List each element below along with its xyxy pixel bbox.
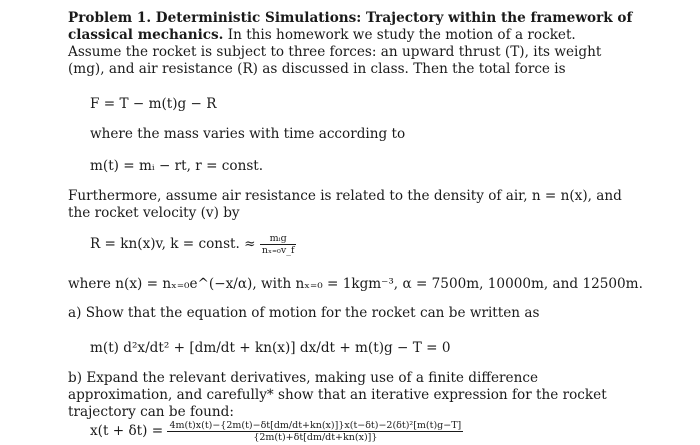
resistance-lhs: R = kn(x)v, k = const. ≈ xyxy=(90,236,256,252)
part-b-text: b) Expand the relevant derivatives, making use of a finite difference approximation, and carefully* show that an iterative expression for the rocket trajectory can be found: xyxy=(68,370,607,420)
part-a-text: a) Show that the equation of motion for the rocket can be written as xyxy=(68,305,540,321)
resistance-numerator: mᵢg xyxy=(260,233,297,245)
mass-intro-text: where the mass varies with time according to xyxy=(90,126,406,142)
resistance-equation xyxy=(90,233,296,256)
iterative-expression xyxy=(90,420,463,443)
density-definition: where n(x) = nₓ₌₀e^(−x/α), with nₓ₌₀ = 1kgm⁻³, α = 7500m, 10000m, and 12500m. xyxy=(68,276,643,292)
iterative-numerator: 4m(t)x(t)−{2m(t)−δt[dm/dt+kn(x)]}x(t−δt)−2(δt)²[m(t)g−T] xyxy=(169,420,462,431)
problem-intro-text: In this homework we study the motion of a rocket. Assume the rocket is subject to three forces: an upward thrust (T), its weight (mg), and air resistance (R) as discussed in class. Then the total force is xyxy=(68,27,602,77)
iterative-denominator: {2m(t)+δt[dm/dt+kn(x)]} xyxy=(253,432,378,443)
mass-equation: m(t) = mᵢ − rt, r = const. xyxy=(90,158,264,174)
resistance-denominator: nₓ₌₀v_f xyxy=(261,245,295,256)
equation-of-motion: m(t) d²x/dt² + [dm/dt + kn(x)] dx/dt + m(t)g − T = 0 xyxy=(90,340,451,356)
resistance-fraction xyxy=(260,233,297,256)
iterative-lhs: x(t + δt) = xyxy=(90,423,164,439)
force-equation: F = T − m(t)g − R xyxy=(90,96,217,112)
iterative-fraction xyxy=(167,420,463,443)
problem-heading: Problem 1. Deterministic Simulations: Trajectory within the framework of classical mechanics. xyxy=(68,10,633,43)
problem-intro-paragraph xyxy=(68,10,633,78)
air-resistance-intro: Furthermore, assume air resistance is related to the density of air, n = n(x), and the rocket velocity (v) by xyxy=(68,188,622,221)
